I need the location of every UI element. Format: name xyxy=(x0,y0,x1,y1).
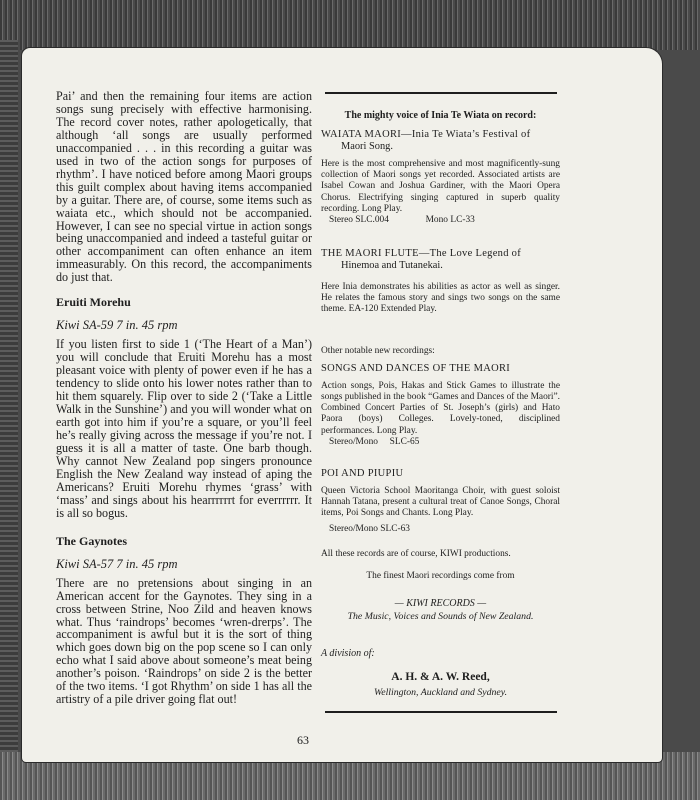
item1-title-cont: Maori Song. xyxy=(341,141,393,152)
section-subtitle-gaynotes: Kiwi SA-57 7 in. 45 rpm xyxy=(56,556,178,571)
right-column-advertisement xyxy=(321,92,560,713)
page-number: 63 xyxy=(297,733,309,747)
scan-border-left xyxy=(0,40,18,770)
item1-catalog-mono: Mono LC-33 xyxy=(425,215,475,226)
item1-catalog-stereo: Stereo SLC.004 xyxy=(329,215,389,226)
item4-description: Queen Victoria School Maoritanga Choir, with guest soloist Hannah Tatana, present a cultural treat of Canoe Songs, Choral items, Poi Songs and Chants. Long Play. xyxy=(321,485,560,519)
item2-title-cont: Hinemoa and Tutanekai. xyxy=(341,260,443,272)
kiwi-productions-note: All these records are of course, KIWI productions. xyxy=(321,549,511,560)
division-of-label: A division of: xyxy=(321,648,375,660)
intro-paragraph: Pai’ and then the remaining four items are action songs sung precisely with effective harmonising. The record cover notes, rather apologetically, that although ‘all songs are usually performed unaccompanied . . . in this recording a guitar was used in two of the action songs for purposes of rhythm’. I have noticed before among Maori groups this guilt complex about having items accompanied by a guitar. There are, of course, some items such as waiata etc., which should not be accompanied. However, I can see no special virtue in action songs being unaccompanied and indeed a tasteful guitar or other accompaniment can often enhance an item immeasurably. On this record, the accompaniments do just that. xyxy=(56,89,312,285)
scan-border-top xyxy=(0,0,700,50)
item2-description: Here Inia demonstrates his abilities as actor as well as singer. He relates the famous story and sings two songs on the same theme. EA-120 Extended Play. xyxy=(321,282,560,315)
item2-title: THE MAORI FLUTE—The Love Legend of xyxy=(321,248,522,260)
item1-catalog xyxy=(321,215,560,226)
top-rule xyxy=(325,92,557,94)
section-subtitle-eruiti-morehu: Kiwi SA-59 7 in. 45 rpm xyxy=(56,318,178,333)
ad-heading: The mighty voice of Inia Te Wiata on record: xyxy=(344,110,537,121)
item3-title: SONGS AND DANCES OF THE MAORI xyxy=(321,362,511,374)
item1-title: WAIATA MAORI—Inia Te Wiata’s Festival of xyxy=(321,129,531,140)
kiwi-records-brand: — KIWI RECORDS — xyxy=(394,597,487,609)
section-title-gaynotes: The Gaynotes xyxy=(56,533,128,548)
item4-catalog: Stereo/Mono SLC-63 xyxy=(329,524,410,535)
finest-recordings-line: The finest Maori recordings come from xyxy=(366,570,515,581)
publisher-places: Wellington, Auckland and Sydney. xyxy=(373,687,508,699)
left-column xyxy=(56,90,312,706)
publisher-name: A. H. & A. W. Reed, xyxy=(391,671,490,684)
section-title-eruiti-morehu: Eruiti Morehu xyxy=(56,295,131,310)
section-text-gaynotes: There are no pretensions about singing in an American accent for the Gaynotes. They sing in a cross between Strine, Noo Zild and heaven knows what. Thus ‘raindrops’ becomes ‘wren-drerps’. The accompaniment is awful but it is the sort of thing which goes down big on the pop scene so I can only echo what I said above about someone’s meat being another’s poison. ‘Raindrops’ on side 2 is the better of the two items. ‘I got Rhythm’ on side 1 has all the artistry of a pile driver going flat out! xyxy=(56,575,312,707)
other-recordings-heading: Other notable new recordings: xyxy=(321,345,435,356)
kiwi-tagline: The Music, Voices and Sounds of New Zealand. xyxy=(347,611,534,623)
section-text-eruiti-morehu: If you listen first to side 1 (‘The Heart of a Man’) you will conclude that Eruiti Morehu has a most pleasant voice with plenty of power even if he has a tendency to slide onto his lower notes rather than to hit them squarely. Flip over to side 2 (‘Take a Little Walk in the Sunshine’) and you will wonder what on earth got into him if you’re a square, or you’ll feel he’s really giving across the message if you’re not. I guess it is all a matter of taste. One barb though. Why cannot New Zealand pop singers pronounce English the New Zealand way instead of aping the Americans? Eruiti Morehu rhymes ‘grass’ with ‘mass’ and sings about his hearrrrrrt for everrrrrr. It is all so bogus. xyxy=(56,337,312,520)
item4-title: POI AND PIUPIU xyxy=(321,467,404,479)
item1-description: Here is the most comprehensive and most magnificently-sung collection of Maori songs yet recorded. Associated artists are Isabel Cowan and Joshua Gardiner, with the Maori Opera Chorus. Electrifying singing captured in superb quality recording. Long Play. xyxy=(321,159,560,214)
item3-catalog: Stereo/Mono SLC-65 xyxy=(329,436,420,447)
bottom-rule xyxy=(325,711,557,713)
item3-description: Action songs, Pois, Hakas and Stick Games to illustrate the songs published in the book “Games and Dances of the Maori”. Combined Concert Parties of St. Joseph’s (girls) and Hato Paora (boys) Colleges. Lovely-toned, disciplined performances. Long Play. xyxy=(321,380,560,436)
